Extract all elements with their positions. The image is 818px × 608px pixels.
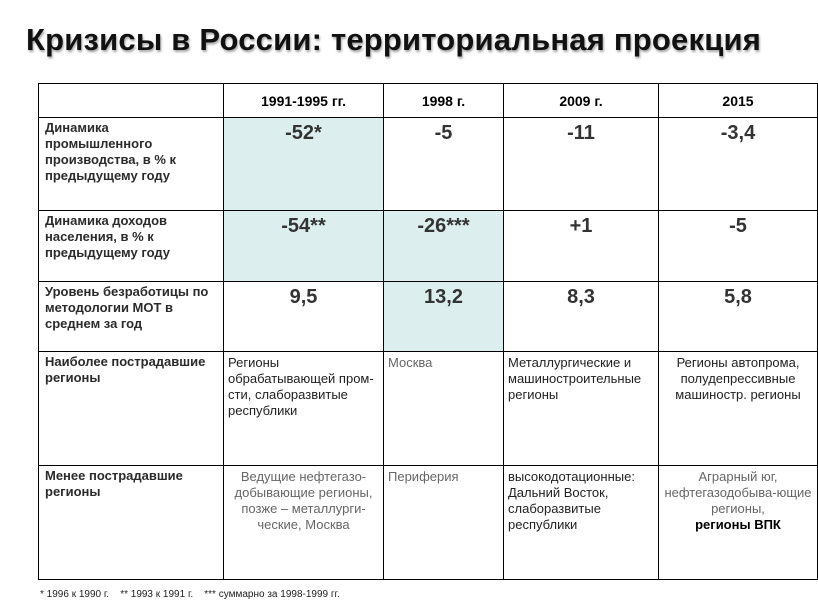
table-row-less-affected [39,466,818,580]
column-header-2015: 2015 [659,84,818,118]
less-affected-2015 [659,466,818,580]
row-label-most-affected: Наиболее пострадавшие регионы [39,352,224,466]
header-row [39,84,818,118]
value-income-1998: -26*** [384,211,504,282]
value-unemployment-2009: 8,3 [504,282,659,352]
value-unemployment-2015: 5,8 [659,282,818,352]
corner-cell [39,84,224,118]
value-income-2015: -5 [659,211,818,282]
row-label-less-affected: Менее пострадавшие регионы [39,466,224,580]
table-row-income [39,211,818,282]
value-unemployment-1998: 13,2 [384,282,504,352]
value-industry-2009: -11 [504,118,659,211]
value-income-1991-1995: -54** [224,211,384,282]
less-affected-2009: высокодотационные: Дальний Восток, слаборазвитые республики [504,466,659,580]
value-industry-1991-1995: -52* [224,118,384,211]
row-label-unemployment: Уровень безработицы по методологии МОТ в среднем за год [39,282,224,352]
column-header-1998: 1998 г. [384,84,504,118]
value-unemployment-1991-1995: 9,5 [224,282,384,352]
column-header-2009: 2009 г. [504,84,659,118]
table-row-unemployment [39,282,818,352]
most-affected-1998: Москва [384,352,504,466]
less-affected-2015-text: Аграрный юг, нефтегазодобыва-ющие регионы, [664,469,812,516]
footnote: * 1996 к 1990 г. ** 1993 к 1991 г. *** суммарно за 1998-1999 гг. [40,589,340,600]
less-affected-1991-1995: Ведущие нефтегазо-добывающие регионы, позже – металлурги-ческие, Москва [224,466,384,580]
most-affected-2015: Регионы автопрома, полудепрессивные машиностр. регионы [659,352,818,466]
table-row-most-affected [39,352,818,466]
most-affected-2009: Металлургические и машиностроительные регионы [504,352,659,466]
row-label-industry: Динамика промышленного производства, в % к предыдущему году [39,118,224,211]
value-income-2009: +1 [504,211,659,282]
row-label-income: Динамика доходов населения, в % к предыдущему году [39,211,224,282]
column-header-1991-1995: 1991-1995 гг. [224,84,384,118]
most-affected-1991-1995: Регионы обрабатывающей пром-сти, слаборазвитые республики [224,352,384,466]
value-industry-1998: -5 [384,118,504,211]
value-industry-2015: -3,4 [659,118,818,211]
crisis-table [38,83,818,580]
less-affected-2015-bold: регионы ВПК [695,517,781,532]
less-affected-1998: Периферия [384,466,504,580]
table-row-industry [39,118,818,211]
page-title: Кризисы в России: территориальная проекция [26,22,762,57]
